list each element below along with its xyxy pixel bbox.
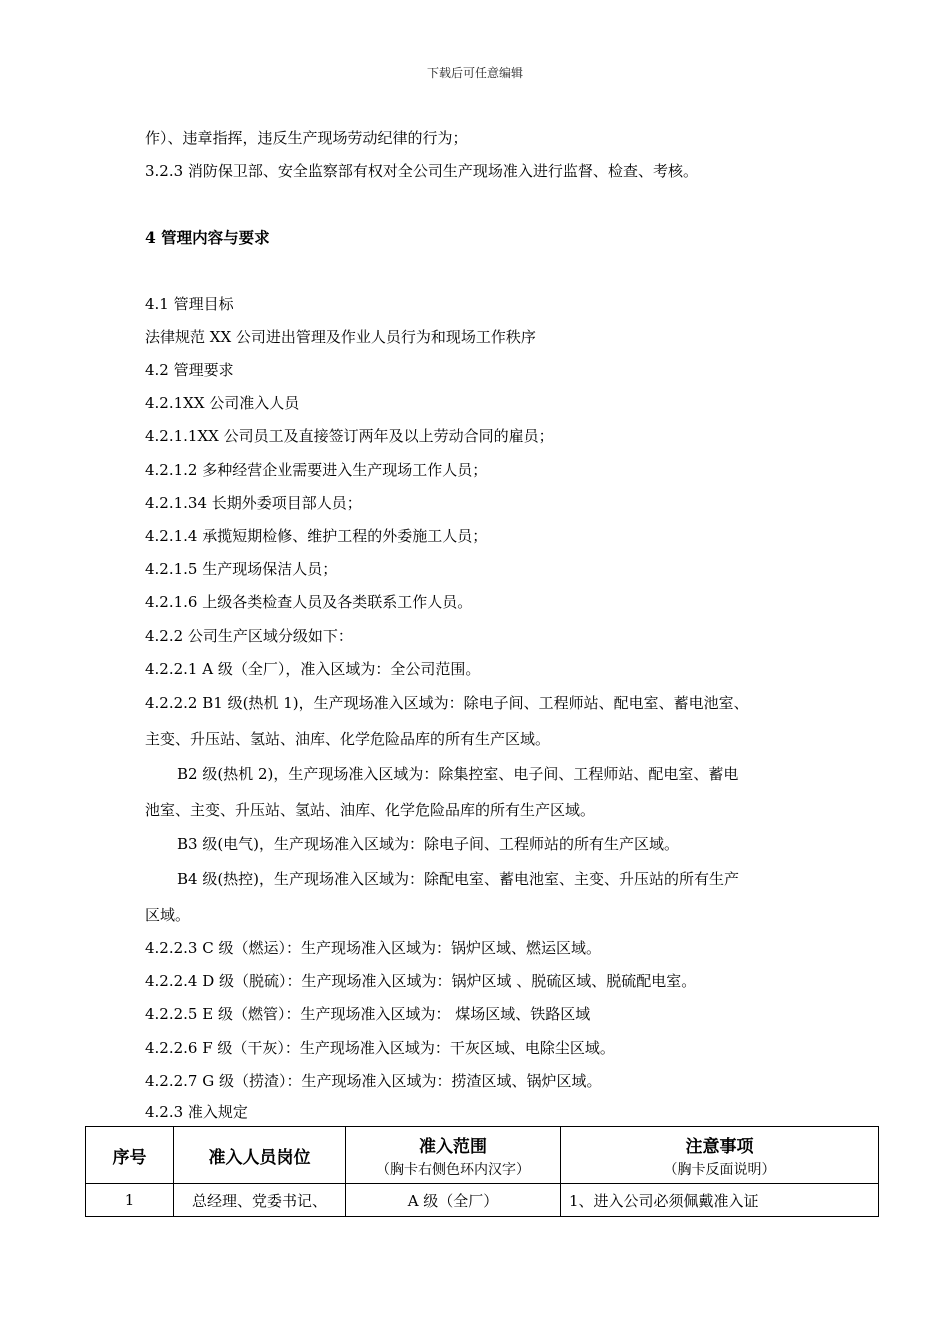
text-line: 4.2.2.1 A 级（全厂），准入区域为：全公司范围。 (145, 660, 481, 678)
text-line: 4.2 管理要求 (145, 361, 234, 379)
header-scope-title: 准入范围 (419, 1136, 487, 1157)
text-line: B3 级(电气)，生产现场准入区域为：除电子间、工程师站的所有生产区域。 (177, 835, 680, 853)
text-line: 4.2.2.6 F 级（干灰）：生产现场准入区域为：干灰区域、电除尘区域。 (145, 1039, 615, 1057)
text-line: 4.2.2 公司生产区域分级如下： (145, 627, 353, 645)
header-notes (561, 1127, 879, 1184)
table-row (86, 1184, 879, 1217)
text-line: 4.2.1.34 长期外委项目部人员； (145, 494, 362, 512)
header-scope (346, 1127, 561, 1184)
header-notes-sub: （胸卡反面说明） (663, 1161, 776, 1178)
text-line: 4.2.1.1XX 公司员工及直接签订两年及以上劳动合同的雇员； (145, 427, 554, 445)
text-line: 4.2.1XX 公司准入人员 (145, 394, 300, 412)
header-notes-title: 注意事项 (685, 1136, 754, 1157)
header-no: 序号 (86, 1127, 174, 1184)
text-line: 主变、升压站、氢站、油库、化学危险品库的所有生产区域。 (145, 730, 551, 748)
text-line: 4.1 管理目标 (145, 295, 234, 313)
access-rules-table (85, 1126, 879, 1217)
header-scope-sub: （胸卡右侧色环内汉字） (376, 1161, 530, 1178)
text-line: 4.2.1.6 上级各类检查人员及各类联系工作人员。 (145, 593, 473, 611)
cell-scope: A 级（全厂） (346, 1184, 561, 1217)
text-line: B2 级(热机 2)，生产现场准入区域为：除集控室、电子间、工程师站、配电室、蓄电 (177, 765, 739, 783)
cell-post: 总经理、党委书记、 (174, 1184, 346, 1217)
text-line: 4.2.2.4 D 级（脱硫）：生产现场准入区域为：锅炉区域 、脱硫区域、脱硫配电室。 (145, 972, 697, 990)
cell-no: 1 (86, 1184, 174, 1217)
text-line: 4.2.2.7 G 级（捞渣）：生产现场准入区域为：捞渣区域、锅炉区域。 (145, 1072, 602, 1090)
text-line: 3.2.3 消防保卫部、安全监察部有权对全公司生产现场准入进行监督、检查、考核。 (145, 162, 698, 180)
text-line: 池室、主变、升压站、氢站、油库、化学危险品库的所有生产区域。 (145, 801, 596, 819)
header-post: 准入人员岗位 (174, 1127, 346, 1184)
text-line: 4.2.1.5 生产现场保洁人员； (145, 560, 338, 578)
text-line: 区域。 (145, 906, 191, 924)
text-line: 4.2.2.5 E 级（燃管）：生产现场准入区域为： 煤场区域、铁路区域 (145, 1005, 591, 1023)
text-line: B4 级(热控)，生产现场准入区域为：除配电室、蓄电池室、主变、升压站的所有生产 (177, 870, 740, 888)
section-heading: 4 管理内容与要求 (145, 228, 270, 247)
text-line: 作）、违章指挥，违反生产现场劳动纪律的行为； (145, 129, 468, 147)
page-header-note: 下载后可任意编辑 (426, 66, 523, 80)
text-line: 法律规范 XX 公司进出管理及作业人员行为和现场工作秩序 (145, 328, 536, 346)
text-line: 4.2.3 准入规定 (145, 1103, 248, 1121)
text-line: 4.2.1.4 承揽短期检修、维护工程的外委施工人员； (145, 527, 488, 545)
text-line: 4.2.2.3 C 级（燃运）：生产现场准入区域为：锅炉区域、燃运区域。 (145, 939, 601, 957)
table-header-row (86, 1127, 879, 1184)
cell-note: 1、进入公司必须佩戴准入证 (561, 1184, 879, 1217)
text-line: 4.2.1.2 多种经营企业需要进入生产现场工作人员； (145, 461, 488, 479)
text-line: 4.2.2.2 B1 级(热机 1)，生产现场准入区域为：除电子间、工程师站、配电室、蓄电池室、 (145, 694, 749, 712)
